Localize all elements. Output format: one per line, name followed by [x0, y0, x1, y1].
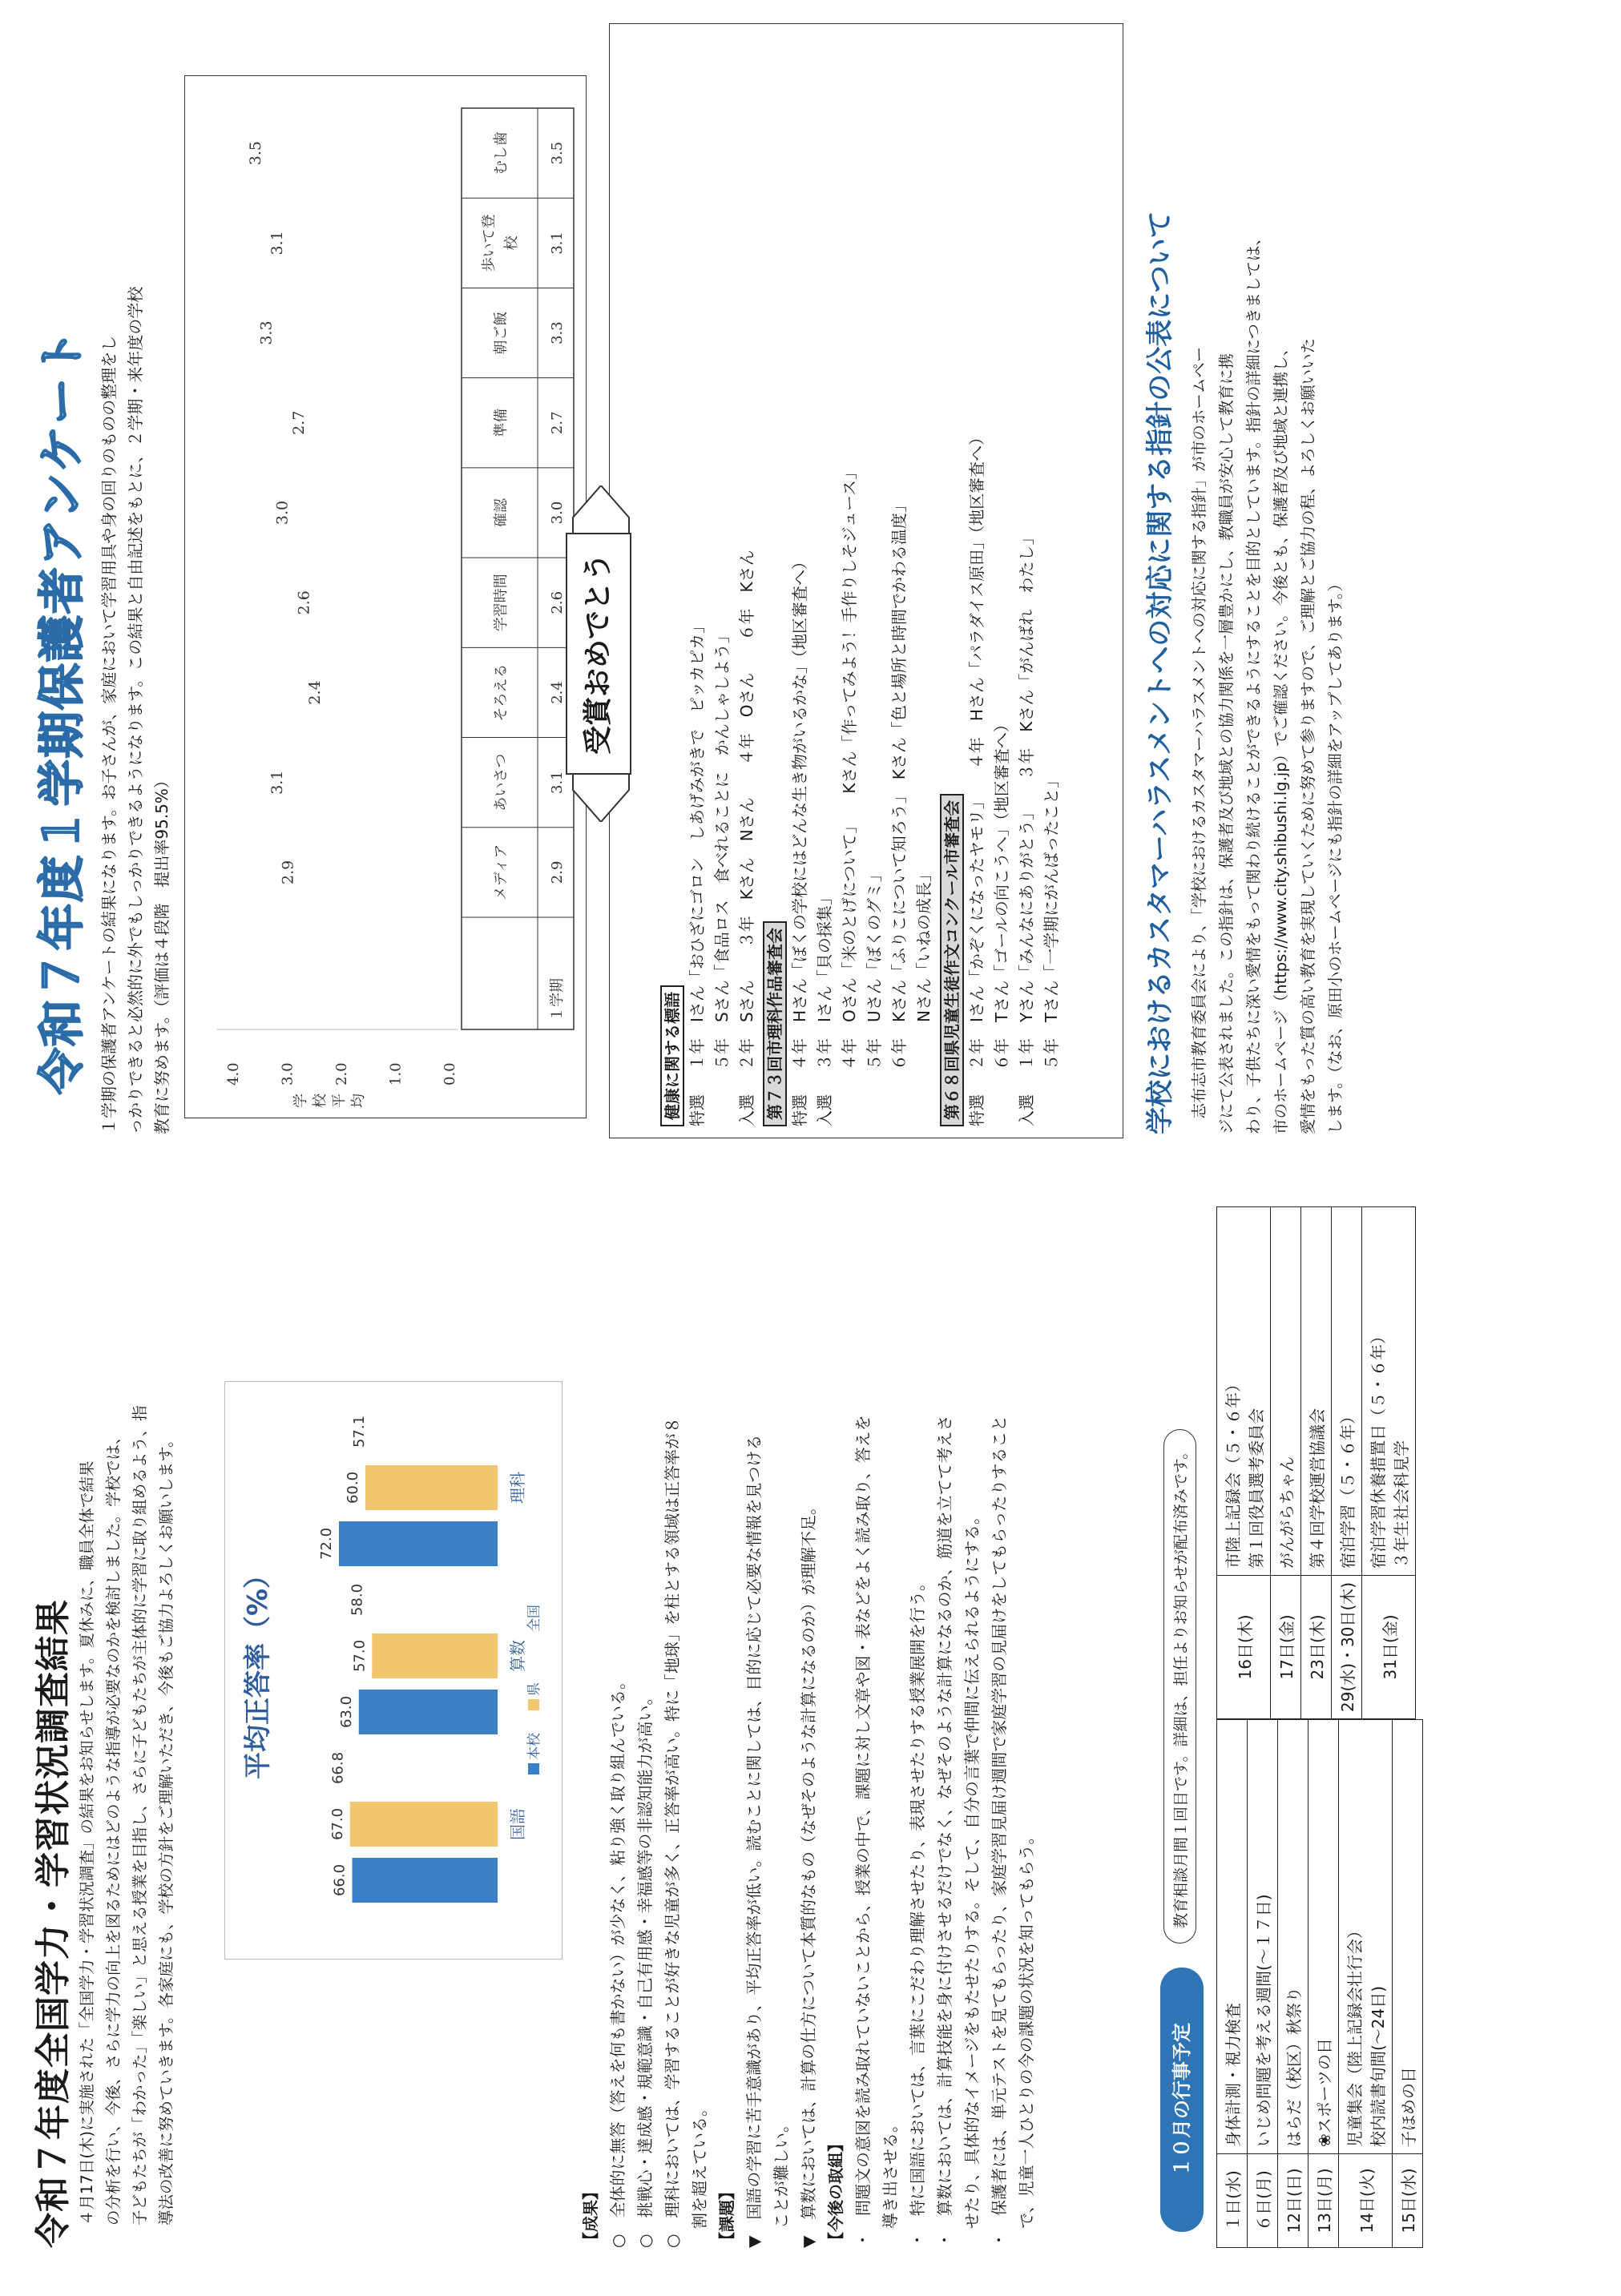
table-row-label: １学期: [549, 978, 566, 1021]
award-rank: 入選: [1017, 1094, 1036, 1126]
table-category-header: メディア: [493, 844, 510, 901]
intro-line: の分析を行い、今後、さらに学力の向上を図るためにはどのような指導が必要なのかを検討しました。学校では、: [104, 1428, 123, 2226]
survey-intro-line: １学期の保護者アンケートの結果になります。お子さんが、家庭において学習用具や身の回りのものの整理をし: [99, 335, 119, 1134]
table-value-cell: 3.1: [549, 771, 566, 794]
award-row: [813, 429, 837, 1126]
harassment-body: [1186, 21, 1349, 1134]
bar-value-label: 66.0: [331, 1863, 349, 1897]
schedule-event: 子ほめの日: [1393, 1720, 1423, 2154]
table-value-cell: 2.6: [549, 590, 566, 614]
issues-heading: 【課題】: [717, 2184, 736, 2248]
schedule-date: 17日(金): [1271, 1575, 1301, 1718]
bar-value-label: 67.0: [329, 1807, 346, 1841]
issue-line: ▼ 算数においては、計算の仕方について本質的なもの（なぜそのような計算になるのか）が理解不足。: [799, 1499, 818, 2248]
award-section-heading: 第７３回市理科作品審査会: [763, 921, 787, 1126]
table-value-cell: 2.9: [549, 860, 566, 884]
award-entry: ４年 Hさん「ぼくの学校にはどんな生き物がいるかな」（地区審査へ）: [790, 553, 809, 1070]
table-value-cell: 3.3: [549, 321, 566, 344]
schedule-row: [1393, 1720, 1423, 2248]
future-line: ・ 算数においては、計算技能を身に付けさせるだけでなく、なぜそのような計算になるのか、筋道を立てて考えさ: [935, 1415, 954, 2248]
schedule-row: [1217, 1207, 1271, 1719]
intro-line: 導法の改善に努めていきます。各家庭にも、学校の方針をご理解いただき、今後もご協力よろしくお願いします。: [157, 1432, 175, 2226]
harassment-line: わり、子供たちに深い愛情をもって関わり続けることができるようにすることを目的としています。指針の詳細につきましては、: [1244, 229, 1263, 1134]
schedule-row: [1278, 1720, 1308, 2248]
table-category-header: 準備: [493, 408, 510, 437]
bar-本校-理科: [339, 1521, 498, 1566]
schedule-date: 13日(月): [1308, 2154, 1339, 2248]
table-value-cell: 3.1: [549, 232, 566, 255]
award-entry: ２年 Iさん「かぞくになったヤモリ」 ４年 Hさん「パラダイス原田」（地区審査へ）: [967, 429, 986, 1070]
award-rank: 特選: [790, 1094, 809, 1126]
result-line: ○ 理科においては、学習することが好きな児童が多く、正答率が高い。特に「地球」を柱とする領域は正答率が８: [663, 1416, 682, 2248]
schedule-date: 31日(金): [1362, 1575, 1416, 1718]
data-point-label: 2.9: [279, 860, 297, 884]
award-row: [837, 429, 862, 1126]
future-line: 導き出させる。: [881, 2117, 900, 2229]
issue-line: ことが難しい。: [772, 2117, 791, 2229]
table-category-header: 確認: [493, 498, 510, 527]
table-category-header: そろえる: [493, 663, 510, 722]
schedule-event: いじめ問題を考える週間(～１７日): [1248, 1720, 1278, 2154]
survey-intro-line: っかりできると必然的に外でもしっかりできるようになります。この結果と自由記述をもとに、２学期・来年度の学校: [126, 286, 145, 1134]
bar-全国-国語: [350, 1746, 498, 1790]
table-category-header: あいさつ: [493, 753, 510, 812]
harassment-title: 学校におけるカスタマーハラスメントへの対応に関する指針の公表について: [1144, 211, 1176, 1134]
bar-本校-算数: [359, 1690, 498, 1734]
table-category-header: 学習時間: [493, 574, 510, 632]
bar-県-理科: [365, 1465, 498, 1510]
award-row: [710, 429, 735, 1126]
bar-value-label: 60.0: [345, 1471, 361, 1504]
category-label: 国語: [508, 1808, 527, 1840]
award-entry: １年 Iさん「おひざにゴロン しあげみがきで ピッカピカ」: [688, 617, 707, 1070]
survey-chart: [184, 75, 587, 1118]
schedule-date: １日(水): [1217, 2154, 1248, 2248]
data-point-label: 3.0: [273, 500, 292, 526]
award-row: [912, 429, 937, 1126]
award-row: [1039, 429, 1064, 1126]
table-value-cell: 3.5: [549, 141, 566, 165]
result-line: 割を超えている。: [690, 2101, 709, 2229]
award-rank: 入選: [815, 1094, 834, 1126]
y-axis-label: 学: [292, 1094, 309, 1108]
y-axis-label: 均: [350, 1094, 367, 1108]
award-entry: ３年 Iさん「貝の採集」: [815, 889, 834, 1070]
award-entry: Nさん「いねの成長」: [914, 866, 933, 1070]
award-entry: ５年 Uさん「ぼくのグミ」: [865, 866, 884, 1070]
banner-text: 受賞おめでとう: [582, 553, 615, 755]
category-label: 理科: [508, 1472, 527, 1504]
award-section-heading: 健康に関する標語: [660, 985, 684, 1126]
legend-label: 全国: [526, 1605, 542, 1632]
schedule-event: 宿泊学習（５・６年）: [1332, 1207, 1362, 1576]
harassment-line: 志布志市教育委員会により、「学校におけるカスタマーハラスメントへの対応に関する指針」が市のホームペー: [1190, 346, 1208, 1134]
issue-line: ▼ 国語の学習に苦手意識があり、平均正答率が低い。読むことに関しては、目的に応じて必要な情報を見つける: [744, 1434, 764, 2248]
table-value-cell: 2.4: [549, 681, 566, 704]
schedule-row: [1308, 1720, 1339, 2248]
y-axis-label: 平: [331, 1094, 348, 1108]
award-entry: ２年 Sさん ３年 Kさん Nさん ４年 Oさん ６年 Kさん: [737, 550, 756, 1070]
schedule-date: 16日(木): [1217, 1575, 1271, 1718]
schedule-row: [1271, 1207, 1301, 1719]
results-intro: [74, 1184, 179, 2226]
award-row: [990, 429, 1014, 1126]
schedule-title: １０月の行事予定: [1160, 1968, 1204, 2232]
award-row: [788, 429, 813, 1126]
data-point-label: 3.5: [246, 141, 264, 166]
award-row: [965, 429, 990, 1126]
schedule-event: 市陸上記録会（５・６年） 第１回役員選考委員会: [1217, 1207, 1271, 1576]
schedule-note: 教育相談月間１回目です。詳細は、担任よりお知らせが配布済みです。: [1163, 1429, 1196, 1944]
survey-chart-svg: [185, 76, 586, 1118]
bar-全国-算数: [370, 1577, 498, 1622]
award-entry: ５年 Tさん「一学期にがんばったこと」: [1042, 771, 1061, 1070]
future-line: ・ 問題文の意図を読み取れていないことから、授業の中で、課題に対し文章や図・表などをよく読み取り、答えを: [853, 1415, 873, 2248]
results-heading: 【成果】: [581, 2184, 600, 2248]
bar-value-label: 63.0: [337, 1695, 355, 1729]
schedule-event: 身体計測・視力検査: [1217, 1720, 1248, 2154]
schedule-date: 12日(日): [1278, 2154, 1308, 2248]
data-point-label: 2.6: [295, 590, 313, 615]
awards-list: [657, 429, 1064, 1126]
schedule-table-right: [1216, 1206, 1416, 1719]
schedule-event: 宿泊学習休養措置日（５・６年） ３年生社会科見学: [1362, 1207, 1416, 1576]
result-line: ○ 挑戦心・達成感・規範意識・自己有用感・幸福感等の非認知能力が高い。: [635, 1689, 655, 2248]
intro-line: 子どもたちが「わかった」「楽しい」と思える授業を目指し、さらに子どもたちが主体的に学習に取り組めるよう、指: [131, 1405, 149, 2226]
harassment-line: ジにて公表されました。この指針は、保護者及び地域との協力関係を一層豊かにし、教職員が安心して教育に携: [1217, 352, 1236, 1134]
legend-label: 本校: [526, 1733, 542, 1760]
schedule-event: がんがらちゃん: [1271, 1207, 1301, 1576]
legend-swatch: [528, 1635, 539, 1646]
schedule-row: [1217, 1720, 1248, 2248]
bar-value-label: 57.1: [350, 1415, 368, 1448]
award-section-heading: 第６８回県児童生徒作文コンクール市審査会: [940, 794, 964, 1126]
y-tick-label: 0.0: [442, 1062, 458, 1086]
bar-value-label: 66.8: [329, 1751, 347, 1785]
award-rank: 特選: [967, 1094, 986, 1126]
survey-intro-line: 教育に努めます。（評価は４段階 提出率95.5%）: [152, 772, 171, 1134]
schedule-event: ❀スポーツの日: [1308, 1720, 1339, 2154]
award-row: [862, 429, 887, 1126]
schedule-row: [1301, 1207, 1332, 1719]
chart-title: 平均正答率（%）: [242, 1561, 274, 1780]
table-value-cell: 2.7: [549, 411, 566, 435]
schedule-date: 23日(木): [1301, 1575, 1332, 1718]
harassment-line: 愛情をもった質の高い教育を実現していくために努めて参りますので、ご理解とご協力の程、よろしくお願いいた: [1299, 337, 1317, 1134]
bar-value-label: 57.0: [351, 1639, 369, 1673]
schedule-table-left: [1216, 1719, 1423, 2248]
data-point-label: 3.1: [268, 770, 286, 795]
award-rank: 特選: [688, 1094, 707, 1126]
award-entry: １年 Yさん「みんなにありがとう」 ３年 Kさん「がんばれ わたし」: [1017, 529, 1036, 1070]
results-section: [577, 1190, 1040, 2248]
result-line: ○ 全体的に無答（答えを何も書かない）が少なく、粘り強く取り組んでいる。: [608, 1673, 627, 2248]
table-category-header: 歩いて登: [481, 214, 498, 272]
award-row: [887, 429, 912, 1126]
award-rank: 入選: [737, 1094, 756, 1126]
table-category-header: 校: [503, 236, 520, 251]
table-category-header: むし歯: [493, 131, 510, 175]
score-chart: [224, 1381, 563, 1960]
survey-title: [24, 328, 91, 1094]
award-row: [685, 429, 710, 1126]
legend-swatch: [528, 1699, 539, 1710]
award-entry: ６年 Tさん「ゴールの向こうへ」（地区審査へ）: [992, 716, 1011, 1070]
survey-title-text: 令和７年度１学期保護者アンケート: [34, 328, 89, 1094]
schedule-row: [1362, 1207, 1416, 1719]
schedule-date: ６日(月): [1248, 2154, 1278, 2248]
schedule-event: 児童集会（陸上記録会壮行会） 校内読書旬間(～24日): [1339, 1720, 1393, 2154]
schedule-row: [1339, 1720, 1393, 2248]
results-title: 令和７年度全国学力・学習状況調査結果: [33, 1599, 74, 2248]
survey-intro: [96, 29, 175, 1134]
bar-県-国語: [350, 1802, 498, 1847]
schedule-row: [1332, 1207, 1362, 1719]
intro-line: ４月17日(木)に実施された「全国学力・学習状況調査」の結果をお知らせします。夏休みに、職員全体で結果: [78, 1460, 96, 2226]
y-tick-label: 3.0: [279, 1062, 296, 1086]
table-value-cell: 3.0: [549, 501, 566, 525]
data-point-label: 3.3: [257, 320, 276, 345]
future-line: ・ 特に国語においては、言葉にこだわり理解させたり、表現させたりする授業展開を行う。: [908, 1575, 927, 2248]
award-row: [1014, 429, 1039, 1126]
bar-value-label: 72.0: [318, 1527, 335, 1561]
bar-value-label: 58.0: [349, 1583, 366, 1617]
award-entry: ５年 Sさん「食品ロス 食べれることに かんしゃしよう」: [712, 627, 732, 1070]
award-entry: ６年 Kさん「ふりこについて知ろう」 Kさん「色と場所と時間でかわる温度」: [889, 497, 909, 1070]
table-category-header: 朝ご飯: [493, 311, 510, 355]
bar-全国-理科: [372, 1409, 498, 1454]
data-point-label: 3.1: [268, 231, 286, 256]
y-axis-label: 校: [312, 1094, 329, 1108]
award-banner: [557, 485, 645, 822]
award-row: [735, 429, 760, 1126]
schedule-date: 14日(火): [1339, 2154, 1393, 2248]
award-entry: ４年 Oさん「米のとげについて」 Kさん「作ってみよう！手作りしそジュース」: [840, 463, 859, 1070]
bar-県-算数: [372, 1633, 498, 1678]
schedule-event: 第４回学校運営協議会: [1301, 1207, 1332, 1576]
bar-本校-国語: [353, 1858, 498, 1903]
schedule-row: [1248, 1720, 1278, 2248]
harassment-line: します。（なお、原田小のホームページにも指針の詳細をアップしてあります。）: [1326, 575, 1345, 1134]
harassment-line: 市のホームページ（https://www.city.shibushi.lg.jp）でご確認ください。今後とも、保護者及び地域と連携し、: [1272, 340, 1290, 1134]
category-label: 算数: [508, 1640, 527, 1672]
schedule-date: 29(水)・30日(木): [1332, 1575, 1362, 1718]
y-tick-label: 1.0: [387, 1062, 405, 1086]
schedule-date: 15日(水): [1393, 2154, 1423, 2248]
future-heading: 【今後の取組】: [826, 2136, 845, 2248]
future-line: ・ 保護者には、単元テストを見てもらったり、家庭学習見届け週間で家庭学習の見届けをしてもらったりすること: [990, 1415, 1009, 2248]
legend-label: 県: [526, 1682, 542, 1696]
legend-swatch: [528, 1763, 539, 1774]
future-line: で、児童一人ひとりの今の課題の状況を知ってもらう。: [1017, 1828, 1036, 2229]
score-chart-svg: [225, 1382, 562, 1959]
y-tick-label: 2.0: [333, 1062, 350, 1086]
y-tick-label: 4.0: [225, 1062, 242, 1086]
data-point-label: 2.4: [306, 680, 324, 705]
future-line: せたり、具体的なイメージをもたせたりする。そして、自分の言葉で仲間に伝えられるようにする。: [962, 1509, 982, 2229]
schedule-event: はらだ（校区）秋祭り: [1278, 1720, 1308, 2154]
data-point-label: 2.7: [289, 410, 308, 435]
